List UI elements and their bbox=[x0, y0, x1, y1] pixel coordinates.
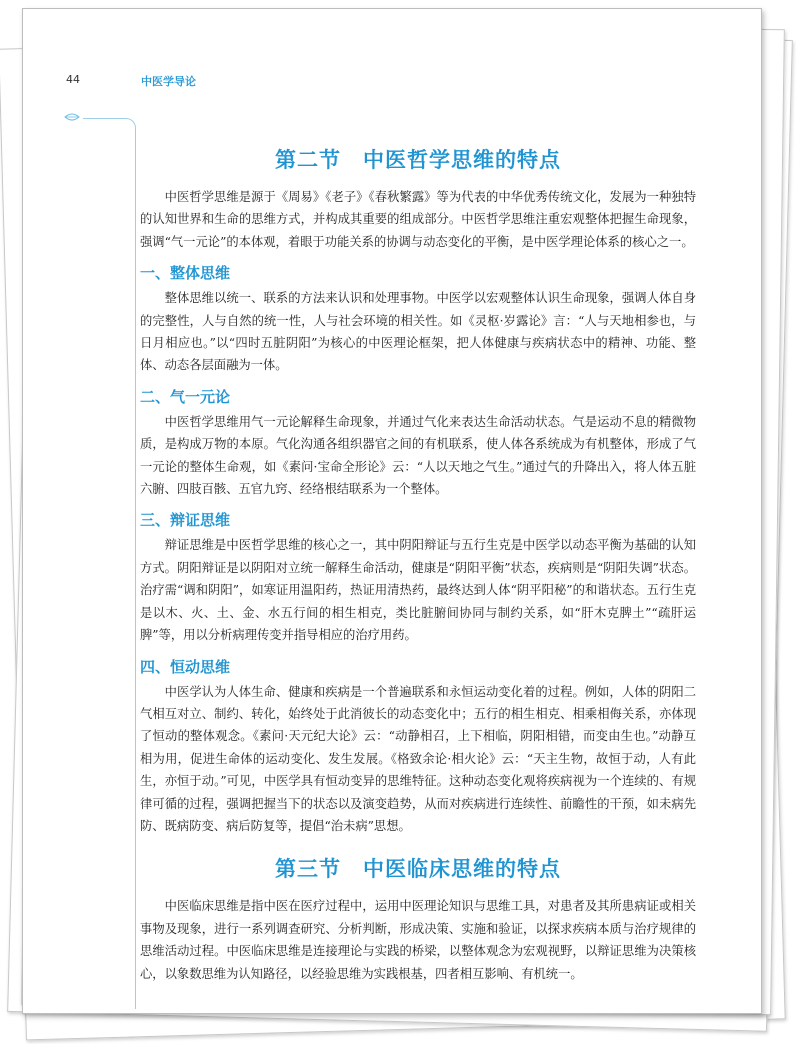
subsection-heading: 三、辩证思维 bbox=[140, 511, 231, 530]
section-number: 第三节 bbox=[275, 857, 341, 882]
section-number: 第二节 bbox=[275, 148, 341, 172]
margin-decoration-line bbox=[83, 118, 136, 1009]
leaf-ornament-icon bbox=[64, 112, 80, 122]
section-heading bbox=[140, 853, 696, 883]
section-title: 中医哲学思维的特点 bbox=[363, 148, 561, 172]
subsection-heading: 二、气一元论 bbox=[140, 387, 231, 406]
subsection-heading: 四、恒动思维 bbox=[140, 657, 231, 676]
subsection-paragraph: 辩证思维是中医哲学思维的核心之一，其中阴阳辩证与五行生克是中医学以动态平衡为基础的认知方式。阴阳辩证是以阴阳对立统一解释生命活动，健康是“阴阳平衡”状态，疾病则是“阴阳失调”状态。治疗需“调和阴阳”，如寒证用温阳药，热证用清热药，最终达到人体“阴平阳秘”的和谐状态。五行生克是以木、火、土、金、水五行间的相生相克，类比脏腑间协同与制约关系，如“肝木克脾土”“疏肝运脾”等，用以分析病理传变并指导相应的治疗用药。 bbox=[140, 538, 696, 643]
subsection-paragraph: 中医学认为人体生命、健康和疾病是一个普遍联系和永恒运动变化着的过程。例如，人体的阴阳二气相互对立、制约、转化，始终处于此消彼长的动态变化中；五行的相生相克、相乘相侮关系，亦体现了恒动的整体观念。《素问·天元纪大论》云：“动静相召，上下相临，阴阳相错，而变由生也。”动静互相为用，促进生命体的运动变化、发生发展。《格致余论·相火论》云：“天主生物，故恒于动，人有此生，亦恒于动。”可见，中医学具有恒动变异的思维特征。这种动态变化观将疾病视为一个连续的、有规律可循的过程，强调把握当下的状态以及演变趋势，从而对疾病进行连续性、前瞻性的干预，如未病先防、既病防变、病后防复等，提倡“治未病”思想。 bbox=[140, 684, 696, 833]
running-header-title: 中医学导论 bbox=[141, 75, 196, 88]
section-heading bbox=[140, 144, 696, 174]
section-intro-paragraph: 中医哲学思维是源于《周易》《老子》《春秋繁露》等为代表的中华优秀传统文化，发展为一种独特的认知世界和生命的思维方式，并构成其重要的组成部分。中医哲学思维注重宏观整体把握生命现象，强调“气一元论”的本体观，着眼于功能关系的协调与动态变化的平衡，是中医学理论体系的核心之一。 bbox=[140, 190, 696, 249]
page-number: 44 bbox=[66, 73, 80, 86]
section-title: 中医临床思维的特点 bbox=[363, 857, 561, 882]
section-intro-paragraph: 中医临床思维是指中医在医疗过程中，运用中医理论知识与思维工具，对患者及其所患病证或相关事物及现象，进行一系列调查研究、分析判断，形成决策、实施和验证，以探求疾病本质与治疗规律的思维活动过程。中医临床思维是连接理论与实践的桥梁，以整体观念为宏观视野，以辩证思维为决策核心，以象数思维为认知路径，以经验思维为实践根基，四者相互影响、有机统一。 bbox=[140, 899, 696, 981]
subsection-paragraph: 中医哲学思维用气一元论解释生命现象，并通过气化来表达生命活动状态。气是运动不息的精微物质，是构成万物的本原。气化沟通各组织器官之间的有机联系，使人体各系统成为有机整体，形成了气一元论的整体生命观，如《素问·宝命全形论》云：“人以天地之气生。”通过气的升降出入，将人体五脏六腑、四肢百骸、五官九窍、经络根结联系为一个整体。 bbox=[140, 414, 696, 497]
subsection-heading: 一、整体思维 bbox=[140, 264, 231, 283]
subsection-paragraph: 整体思维以统一、联系的方法来认识和处理事物。中医学以宏观整体认识生命现象，强调人体自身的完整性，人与自然的统一性，人与社会环境的相关性。如《灵枢·岁露论》言：“人与天地相参也，与日月相应也。”以“四时五脏阴阳”为核心的中医理论框架，把人体健康与疾病状态中的精神、功能、整体、动态各层面融为一体。 bbox=[140, 291, 696, 373]
page-content bbox=[140, 128, 696, 985]
